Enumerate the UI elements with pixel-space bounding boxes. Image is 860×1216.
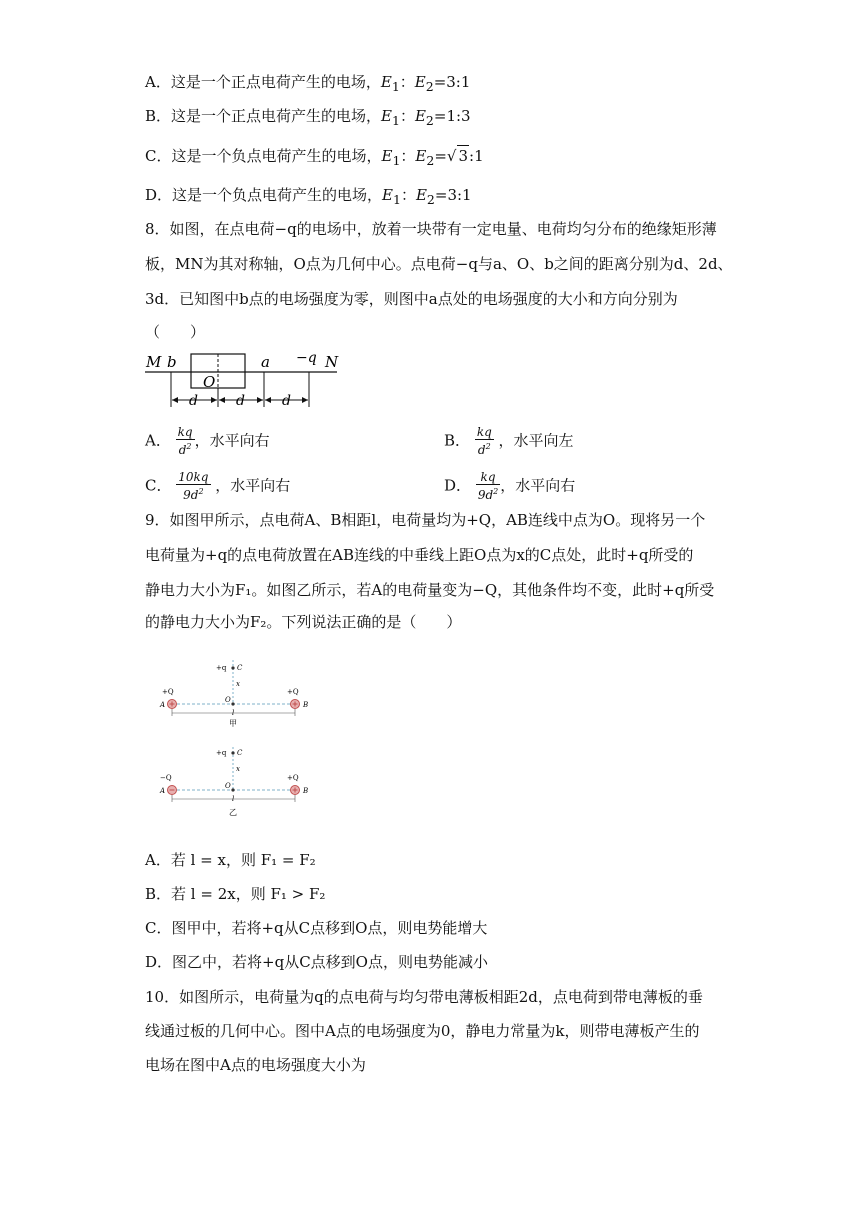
exponent: 2 <box>493 487 499 496</box>
q8-option-a <box>145 426 270 457</box>
q8-stem-line4: （ ） <box>145 323 206 341</box>
figure-caption: 甲 <box>229 719 237 728</box>
figure-caption: 乙 <box>229 808 237 817</box>
option-label: B． <box>145 107 172 125</box>
option-text: 这是一个负点电荷产生的电场， <box>171 147 382 165</box>
label-plus-q: +q <box>216 749 227 757</box>
q10-stem-line2: 线通过板的几何中心。图中A点的电场强度为0，静电力常量为k，则带电薄板产生的 <box>145 1022 700 1040</box>
q8-option-c <box>145 471 290 502</box>
ratio: 1:3 <box>446 107 471 125</box>
q8-option-b <box>444 426 574 457</box>
option-text: ，水平向左 <box>498 431 574 450</box>
q8-figure <box>145 345 345 410</box>
label-neg-q: −q <box>296 350 317 366</box>
label-plus-q: +q <box>216 664 227 672</box>
q7-option-c: C．这是一个负点电荷产生的电场，$E_1$：$E_2=√$ 3:1 <box>145 147 484 168</box>
denominator-base: d <box>178 443 187 457</box>
label-A: A <box>160 701 166 709</box>
option-label: C． <box>145 476 172 495</box>
ratio: 3:1 <box>447 186 472 204</box>
label-d: d <box>189 393 198 409</box>
q8-stem-line1: 8．如图，在点电荷−q的电场中，放着一块带有一定电量、电荷均匀分布的绝缘矩形薄 <box>145 220 717 238</box>
label-a: a <box>261 353 270 371</box>
option-text: ，水平向右 <box>500 476 576 495</box>
q9-stem-line4: 的静电力大小为F₂。下列说法正确的是（ ） <box>145 613 462 631</box>
q9-stem-line1: 9．如图甲所示，点电荷A、B相距l，电荷量均为+Q，AB连线中点为O。现将另一个 <box>145 511 706 529</box>
label-d: d <box>282 393 291 409</box>
label-C: C <box>237 749 243 757</box>
denominator <box>176 485 210 502</box>
denominator <box>476 485 500 502</box>
q9-figure-jia <box>155 658 320 733</box>
label-N: N <box>325 353 339 371</box>
label-minus-Q: −Q <box>160 774 172 782</box>
q9-option-d: D．图乙中，若将+q从C点移到O点，则电势能减小 <box>145 953 488 971</box>
option-label: A． <box>145 431 171 450</box>
label-b: b <box>167 353 177 371</box>
denominator-base: 9d <box>183 488 199 502</box>
q9-figure-yi <box>155 743 320 823</box>
q9-stem-line2: 电荷量为+q的点电荷放置在AB连线的中垂线上距O点为x的C点处，此时+q所受的 <box>145 546 694 564</box>
option-text: ，水平向右 <box>194 431 270 450</box>
q8-stem-line2: 板，MN为其对称轴，O点为几何中心。点电荷−q与a、O、b之间的距离分别为d、2d、 <box>145 255 733 273</box>
label-plus-Q: +Q <box>287 688 299 696</box>
fraction <box>176 426 195 457</box>
sqrt-value: 3 <box>458 147 469 165</box>
option-label: A． <box>145 73 171 91</box>
denominator-base: d <box>477 443 486 457</box>
label-A: A <box>160 787 166 795</box>
q10-stem-line1: 10．如图所示，电荷量为q的点电荷与均匀带电薄板相距2d，点电荷到带电薄板的垂 <box>145 988 703 1006</box>
label-plus-Q: +Q <box>162 688 174 696</box>
ratio: 3:1 <box>446 73 471 91</box>
option-text: 这是一个负点电荷产生的电场， <box>172 186 383 204</box>
label-O: O <box>225 696 231 704</box>
label-x: x <box>236 765 240 773</box>
q8-stem-line3: 3d．已知图中b点的电场强度为零，则图中a点处的电场强度的大小和方向分别为 <box>145 290 678 308</box>
option-label: D． <box>145 186 173 204</box>
option-label: C． <box>145 147 172 165</box>
label-plus-Q: +Q <box>287 774 299 782</box>
label-C: C <box>237 664 243 672</box>
q9-stem-line3: 静电力大小为F₁。如图乙所示，若A的电荷量变为−Q，其他条件均不变，此时+q所受 <box>145 581 715 599</box>
denominator <box>475 440 494 457</box>
q7-option-b: B．这是一个正点电荷产生的电场，$E_1$：$E_2=1:3$ <box>145 107 471 128</box>
exponent: 2 <box>485 442 491 451</box>
fraction <box>475 426 494 457</box>
fraction <box>476 471 500 502</box>
label-x: x <box>236 680 240 688</box>
ratio: :1 <box>469 147 484 165</box>
q9-option-b: B．若 l = 2x，则 F₁ > F₂ <box>145 885 326 903</box>
label-M: M <box>146 353 162 371</box>
q7-option-a: A．这是一个正点电荷产生的电场，$E_1$：$E_2=3:1$ <box>145 73 471 94</box>
q7-option-d: D．这是一个负点电荷产生的电场，$E_1$：$E_2=3:1$ <box>145 186 472 207</box>
label-d: d <box>236 393 245 409</box>
q8-option-d <box>444 471 575 502</box>
option-text: 这是一个正点电荷产生的电场， <box>170 73 381 91</box>
denominator-base: 9d <box>477 488 494 502</box>
q9-option-c: C．图甲中，若将+q从C点移到O点，则电势能增大 <box>145 919 488 937</box>
label-l: l <box>232 709 235 717</box>
label-O: O <box>225 782 231 790</box>
label-l: l <box>232 795 235 803</box>
numerator: kq <box>476 471 500 485</box>
option-label: D． <box>444 476 472 495</box>
denominator <box>176 440 195 457</box>
exponent: 2 <box>198 487 204 496</box>
label-B: B <box>303 701 309 709</box>
option-text: ，水平向右 <box>215 476 291 495</box>
numerator: kq <box>476 425 492 439</box>
q10-stem-line3: 电场在图中A点的电场强度大小为 <box>145 1056 366 1074</box>
option-label: B． <box>444 431 471 450</box>
label-B: B <box>303 787 309 795</box>
exponent: 2 <box>186 442 192 451</box>
numerator: kq <box>177 425 193 439</box>
fraction <box>176 471 210 502</box>
label-O: O <box>203 373 216 391</box>
q9-option-a: A．若 l = x，则 F₁ = F₂ <box>145 851 316 869</box>
numerator: 10kq <box>178 470 209 484</box>
option-text: 这是一个正点电荷产生的电场， <box>171 107 382 125</box>
